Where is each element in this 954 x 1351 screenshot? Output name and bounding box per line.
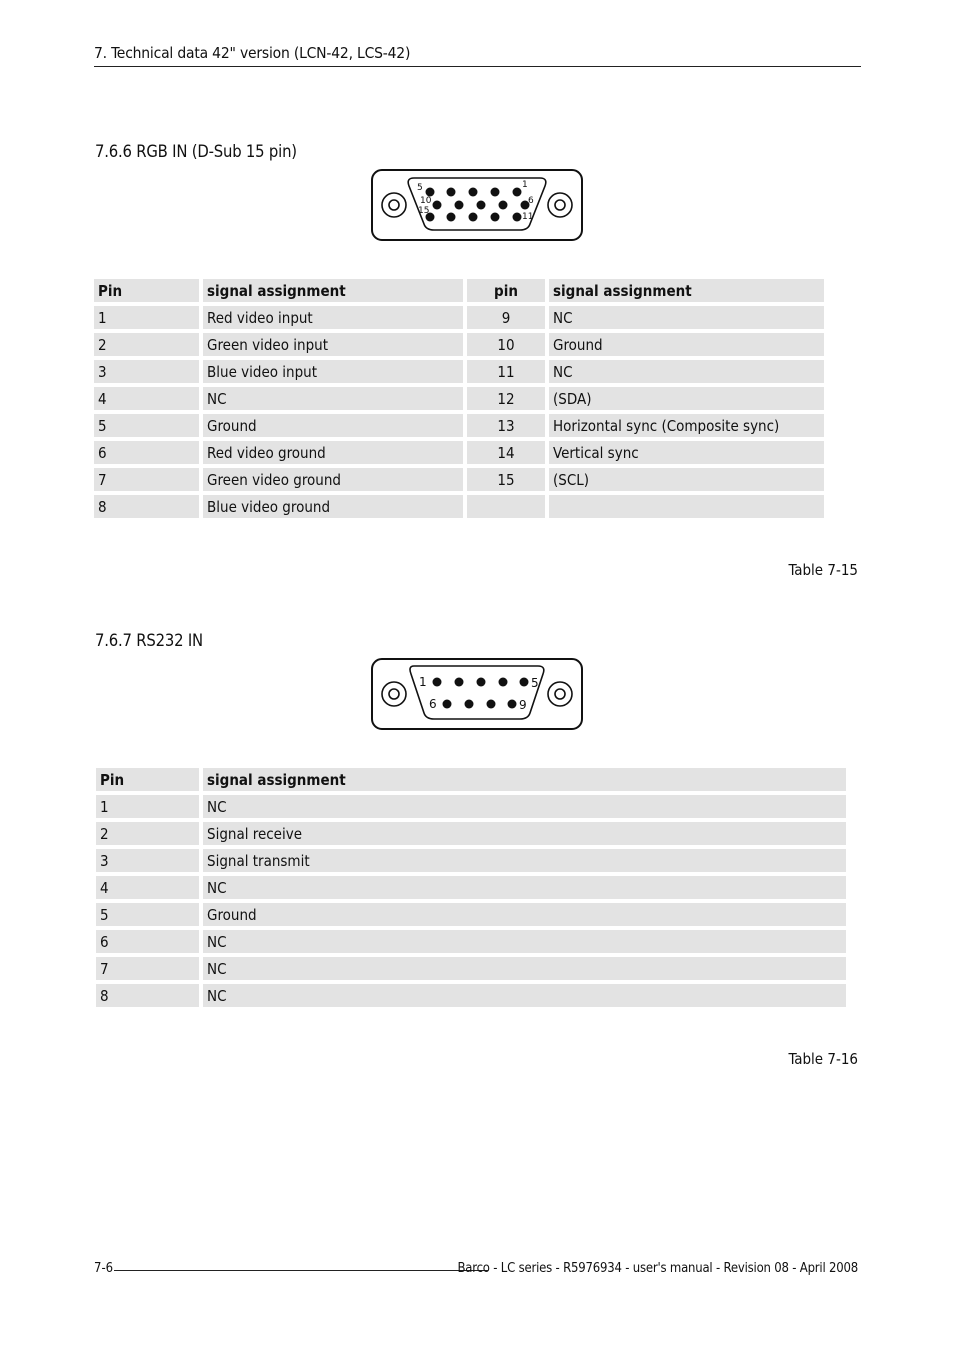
table-cell: Red video ground xyxy=(203,441,463,464)
table-cell: Blue video ground xyxy=(203,495,463,518)
footer-divider xyxy=(114,1270,488,1271)
table-row xyxy=(94,306,824,329)
dsub15-connector-diagram xyxy=(370,168,584,242)
table-cell: 12 xyxy=(467,387,545,410)
table-cell: 2 xyxy=(94,333,199,356)
table-cell: NC xyxy=(203,957,846,980)
table-cell: Ground xyxy=(203,903,846,926)
table-cell: Ground xyxy=(549,333,824,356)
pin-label: 11 xyxy=(522,212,534,222)
table-cell: Vertical sync xyxy=(549,441,824,464)
table-cell: NC xyxy=(203,387,463,410)
table-cell: 9 xyxy=(467,306,545,329)
table-cell: 1 xyxy=(94,306,199,329)
column-header: pin xyxy=(467,279,545,302)
table-cell: 15 xyxy=(467,468,545,491)
table-row xyxy=(94,441,824,464)
table-cell: 4 xyxy=(96,876,199,899)
table-cell: Blue video input xyxy=(203,360,463,383)
table-cell: Red video input xyxy=(203,306,463,329)
table-cell: NC xyxy=(203,795,846,818)
rs232-pin-table xyxy=(92,764,850,1011)
table-cell: 4 xyxy=(94,387,199,410)
table-cell: 3 xyxy=(96,849,199,872)
table-row xyxy=(96,903,846,926)
column-header: signal assignment xyxy=(203,768,846,791)
table-cell: Green video input xyxy=(203,333,463,356)
pin-label: 1 xyxy=(419,675,427,689)
table-cell: 6 xyxy=(94,441,199,464)
table-cell: NC xyxy=(549,360,824,383)
table-cell: 7 xyxy=(96,957,199,980)
table-cell: 5 xyxy=(96,903,199,926)
table-row xyxy=(96,957,846,980)
pin-label: 5 xyxy=(417,183,423,193)
table-cell: 5 xyxy=(94,414,199,437)
table-header-row xyxy=(96,768,846,791)
table-cell: 3 xyxy=(94,360,199,383)
table-cell: NC xyxy=(203,930,846,953)
page-number: 7-6 xyxy=(94,1261,114,1276)
table-caption: Table 7-16 xyxy=(788,1050,858,1068)
pin-label: 15 xyxy=(418,206,430,216)
table-cell: 11 xyxy=(467,360,545,383)
table-row xyxy=(94,360,824,383)
pin-label: 6 xyxy=(528,196,534,206)
column-header: signal assignment xyxy=(549,279,824,302)
pin-label: 10 xyxy=(420,196,432,206)
table-cell: Ground xyxy=(203,414,463,437)
column-header: signal assignment xyxy=(203,279,463,302)
rs232-section-title: 7.6.7 RS232 IN xyxy=(95,631,203,650)
table-row xyxy=(96,930,846,953)
footer-document-info: Barco - LC series - R5976934 - user's manual - Revision 08 - April 2008 xyxy=(457,1261,858,1276)
table-cell: 6 xyxy=(96,930,199,953)
rgb-section-title: 7.6.6 RGB IN (D-Sub 15 pin) xyxy=(95,142,297,161)
table-cell: NC xyxy=(203,984,846,1007)
table-cell: 2 xyxy=(96,822,199,845)
table-cell: Horizontal sync (Composite sync) xyxy=(549,414,824,437)
table-row xyxy=(96,876,846,899)
table-cell: Green video ground xyxy=(203,468,463,491)
table-row xyxy=(96,795,846,818)
table-cell: 7 xyxy=(94,468,199,491)
dsub9-connector-diagram xyxy=(370,657,584,731)
table-row xyxy=(94,468,824,491)
table-row xyxy=(94,387,824,410)
table-row xyxy=(94,333,824,356)
table-row xyxy=(96,822,846,845)
table-cell: 8 xyxy=(96,984,199,1007)
table-header-row xyxy=(94,279,824,302)
table-cell: 8 xyxy=(94,495,199,518)
pin-label: 9 xyxy=(519,698,527,712)
pin-label: 6 xyxy=(429,697,437,711)
pin-label: 5 xyxy=(531,676,539,690)
table-cell: Signal transmit xyxy=(203,849,846,872)
table-cell: NC xyxy=(203,876,846,899)
table-cell: (SDA) xyxy=(549,387,824,410)
table-row xyxy=(96,984,846,1007)
table-cell: (SCL) xyxy=(549,468,824,491)
table-cell xyxy=(467,495,545,518)
table-row xyxy=(96,849,846,872)
table-cell: 13 xyxy=(467,414,545,437)
table-row xyxy=(94,414,824,437)
table-cell: 1 xyxy=(96,795,199,818)
table-cell: 14 xyxy=(467,441,545,464)
table-cell: Signal receive xyxy=(203,822,846,845)
table-cell: NC xyxy=(549,306,824,329)
header-divider xyxy=(94,66,861,67)
table-cell: 10 xyxy=(467,333,545,356)
column-header: Pin xyxy=(96,768,199,791)
table-cell xyxy=(549,495,824,518)
table-row xyxy=(94,495,824,518)
page-header-title: 7. Technical data 42" version (LCN-42, LCS-42) xyxy=(94,44,411,62)
table-caption: Table 7-15 xyxy=(788,561,858,579)
pin-label: 1 xyxy=(522,180,528,190)
rgb-pin-table xyxy=(90,275,828,522)
column-header: Pin xyxy=(94,279,199,302)
